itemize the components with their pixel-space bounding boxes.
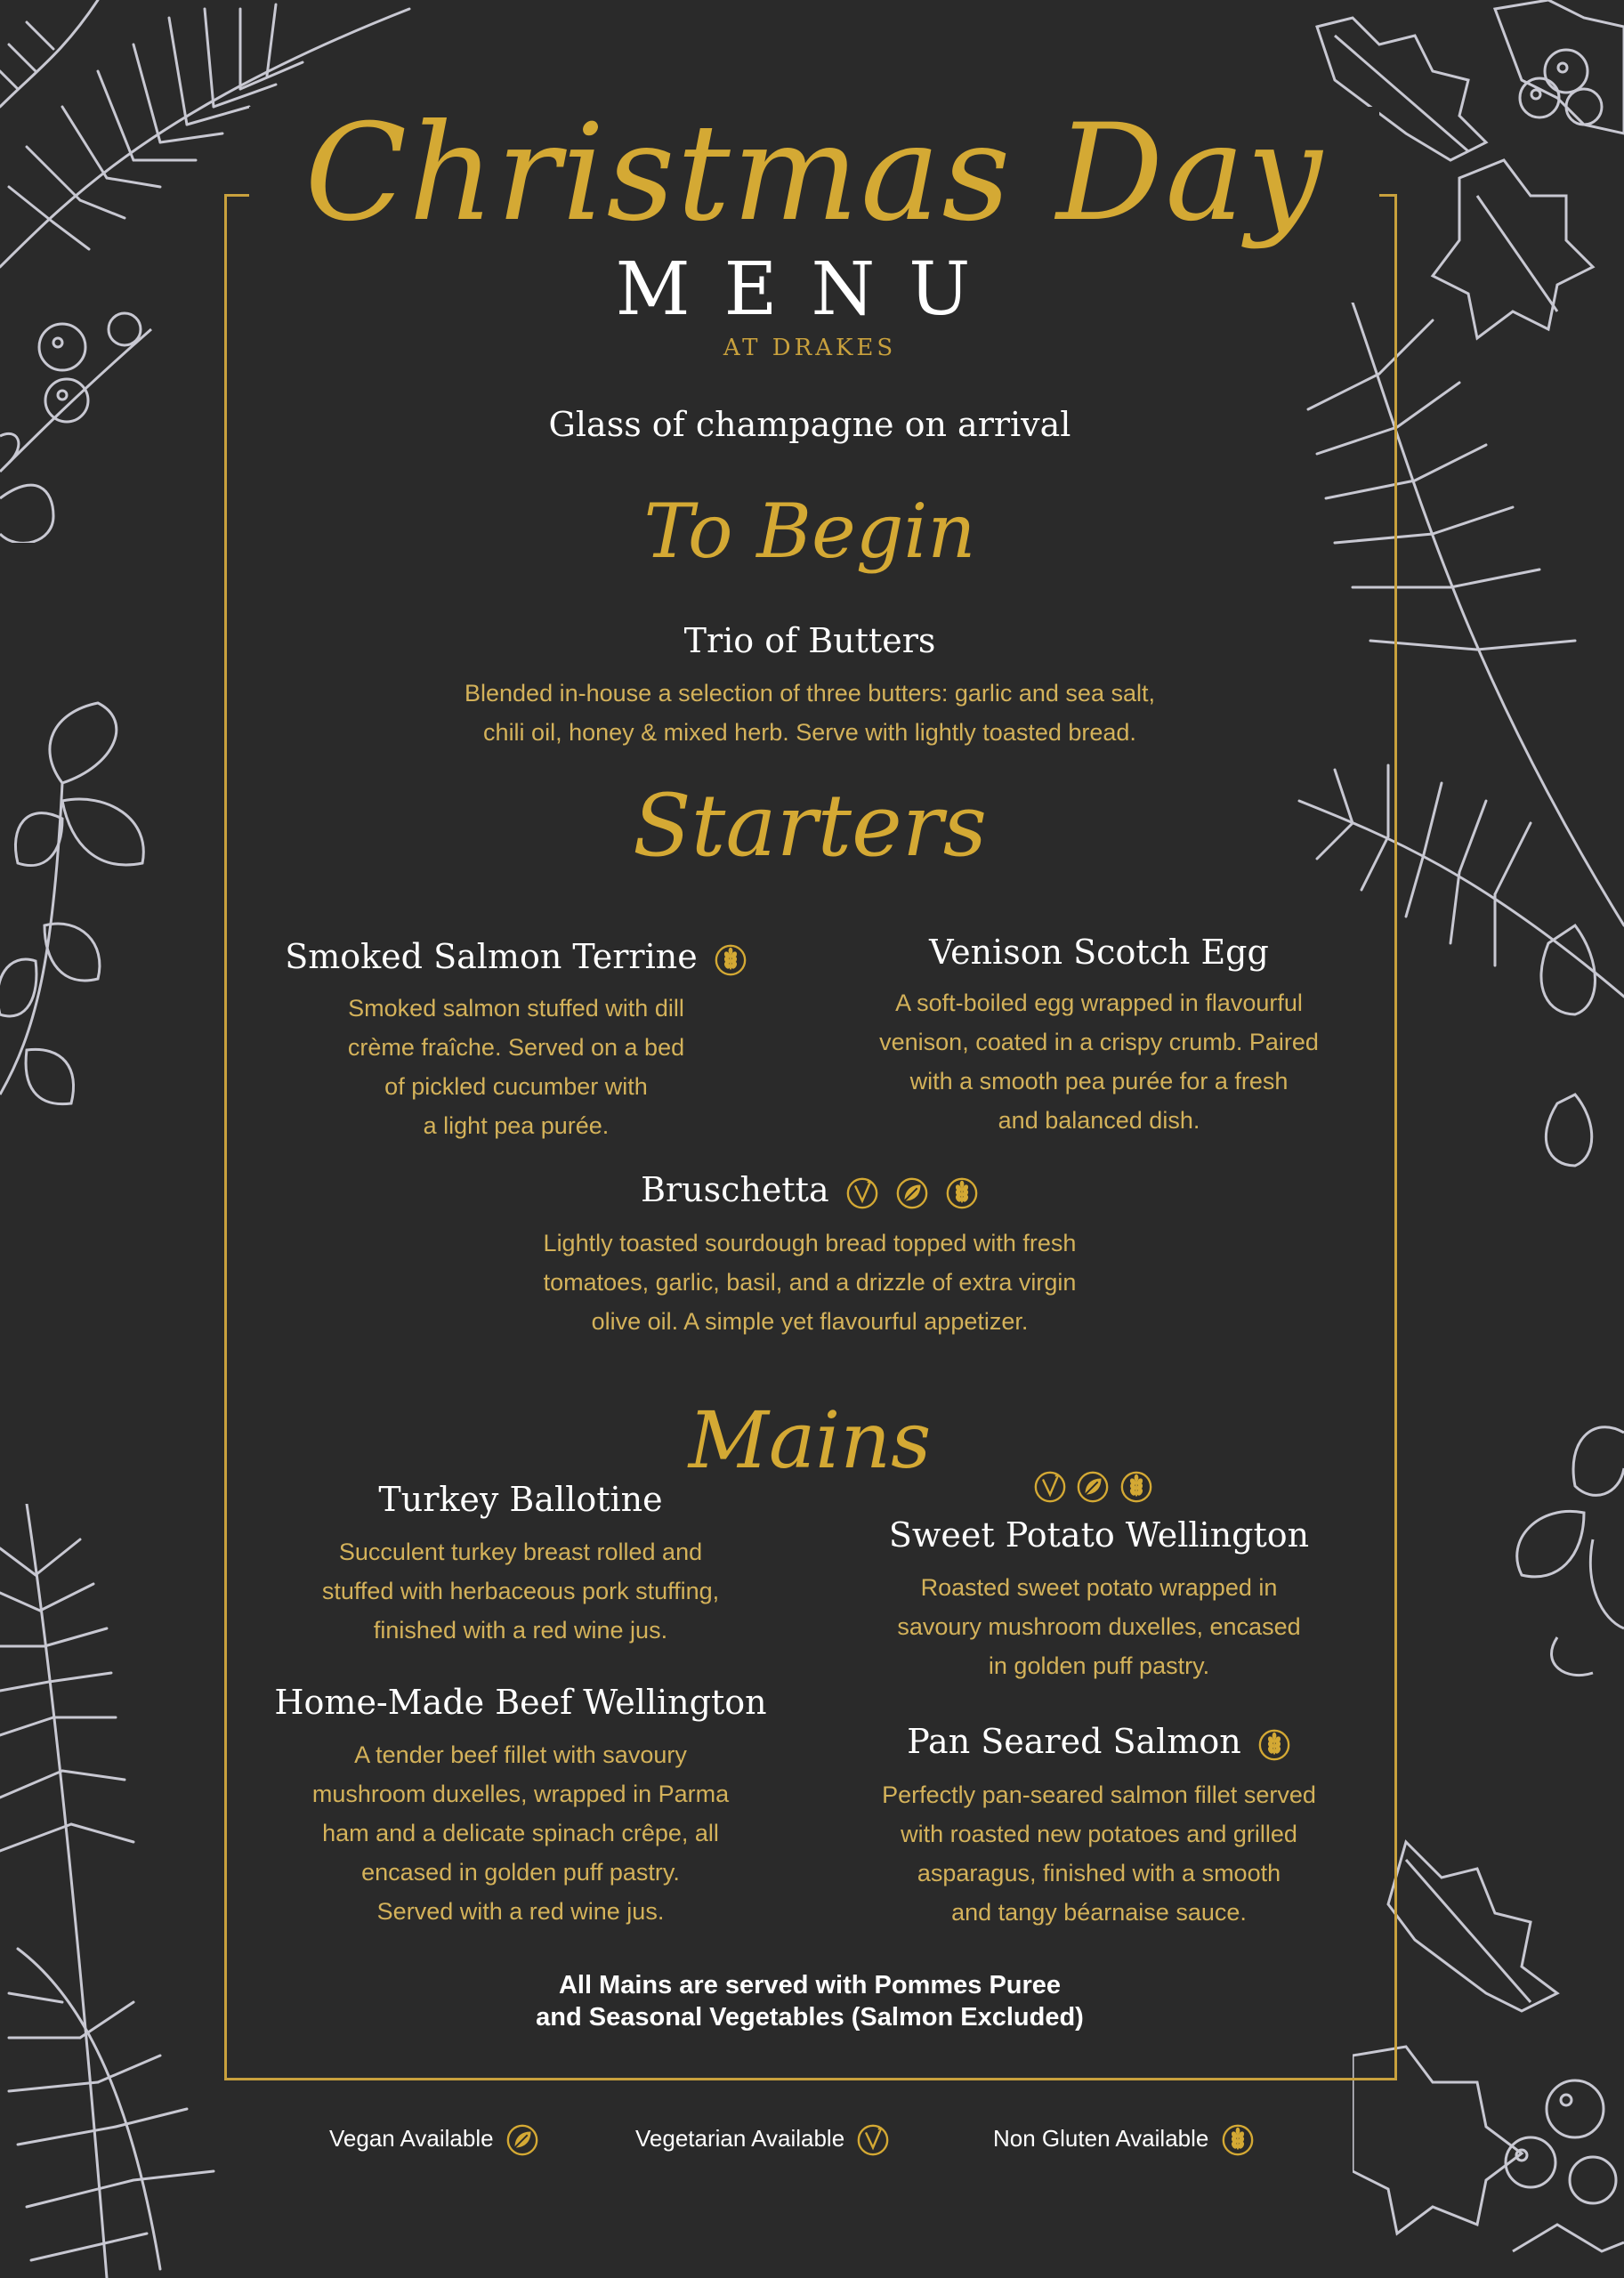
dish-description-smoked-salmon-terrine: Smoked salmon stuffed with dill crème fraîche. Served on a bed of pickled cucumber with a light pea purée. xyxy=(347,995,685,1139)
berry-sprig-left-illustration xyxy=(0,294,160,543)
dish-description-beef-wellington: A tender beef fillet with savoury mushroom duxelles, wrapped in Parma ham and a delicate spinach crêpe, all encased in golden puff pastry. Served with a red wine jus. xyxy=(311,1741,730,1925)
dish-name-beef-wellington: Home-Made Beef Wellington xyxy=(274,1683,767,1722)
dish-name-pan-seared-salmon: Pan Seared Salmon xyxy=(828,1724,1370,1762)
menu-title-script: Christmas Day xyxy=(249,107,1379,240)
legend-vegetarian: Vegetarian Available xyxy=(635,2121,890,2157)
mains-serving-note: All Mains are served with Pommes Puree and Seasonal Vegetables (Salmon Excluded) xyxy=(536,1971,1084,2032)
mistletoe-left-illustration xyxy=(0,694,178,1139)
legend-gluten-free: Non Gluten Available xyxy=(993,2121,1255,2157)
gluten-free-icon xyxy=(945,1176,979,1210)
dish-name-bruschetta: Bruschetta xyxy=(534,1172,1086,1210)
legend-vegan: Vegan Available xyxy=(329,2121,539,2157)
vegetarian-icon xyxy=(1033,1470,1067,1504)
vegan-icon xyxy=(895,1176,929,1210)
vegan-icon xyxy=(1076,1470,1110,1504)
vegetarian-icon xyxy=(845,1176,879,1210)
dish-description-trio-of-butters: Blended in-house a selection of three butters: garlic and sea salt, chili oil, honey & mixed herb. Serve with lightly toasted bread. xyxy=(465,680,1155,746)
gluten-free-icon xyxy=(1221,2123,1255,2157)
venue-subtitle: AT DRAKES xyxy=(723,335,897,361)
gluten-free-icon xyxy=(1119,1470,1153,1504)
section-heading-to-begin: To Begin xyxy=(643,488,976,575)
menu-heading: MENU xyxy=(615,247,1005,332)
dish-name-sweet-potato-wellington: Sweet Potato Wellington xyxy=(888,1515,1310,1555)
dish-description-venison-scotch-egg: A soft-boiled egg wrapped in flavourful venison, coated in a crispy crumb. Paired with a smooth pea purée for a fresh and balanced dish. xyxy=(879,990,1319,1134)
vegan-icon xyxy=(505,2123,539,2157)
dish-description-sweet-potato-wellington: Roasted sweet potato wrapped in savoury mushroom duxelles, encased in golden puff pastry. xyxy=(897,1574,1301,1679)
dish-name-venison-scotch-egg: Venison Scotch Egg xyxy=(929,933,1269,972)
dish-description-bruschetta: Lightly toasted sourdough bread topped with fresh tomatoes, garlic, basil, and a drizzle of extra virgin olive oil. A simple yet flavourful appetizer. xyxy=(543,1230,1077,1335)
dish-name-turkey-ballotine: Turkey Ballotine xyxy=(378,1480,663,1519)
dish-name-smoked-salmon-terrine: Smoked Salmon Terrine xyxy=(267,939,765,977)
dish-description-pan-seared-salmon: Perfectly pan-seared salmon fillet served with roasted new potatoes and grilled asparagus, finished with a smooth and tangy béarnaise sauce. xyxy=(882,1781,1316,1926)
dish-name-trio-of-butters: Trio of Butters xyxy=(683,621,936,660)
dish-description-turkey-ballotine: Succulent turkey breast rolled and stuffed with herbaceous pork stuffing, finished with a red wine jus. xyxy=(321,1539,720,1644)
pine-branch-bottom-left-illustration xyxy=(0,1504,231,2278)
section-heading-starters: Starters xyxy=(632,776,987,876)
section-heading-mains: Mains xyxy=(688,1394,932,1486)
sweet-potato-dietary-badges xyxy=(1028,1470,1153,1504)
arrival-note: Glass of champagne on arrival xyxy=(548,405,1071,444)
gluten-free-icon xyxy=(1257,1728,1291,1762)
mistletoe-right-illustration xyxy=(1504,1415,1624,1682)
vegetarian-icon xyxy=(856,2123,890,2157)
gluten-free-icon xyxy=(714,943,747,977)
